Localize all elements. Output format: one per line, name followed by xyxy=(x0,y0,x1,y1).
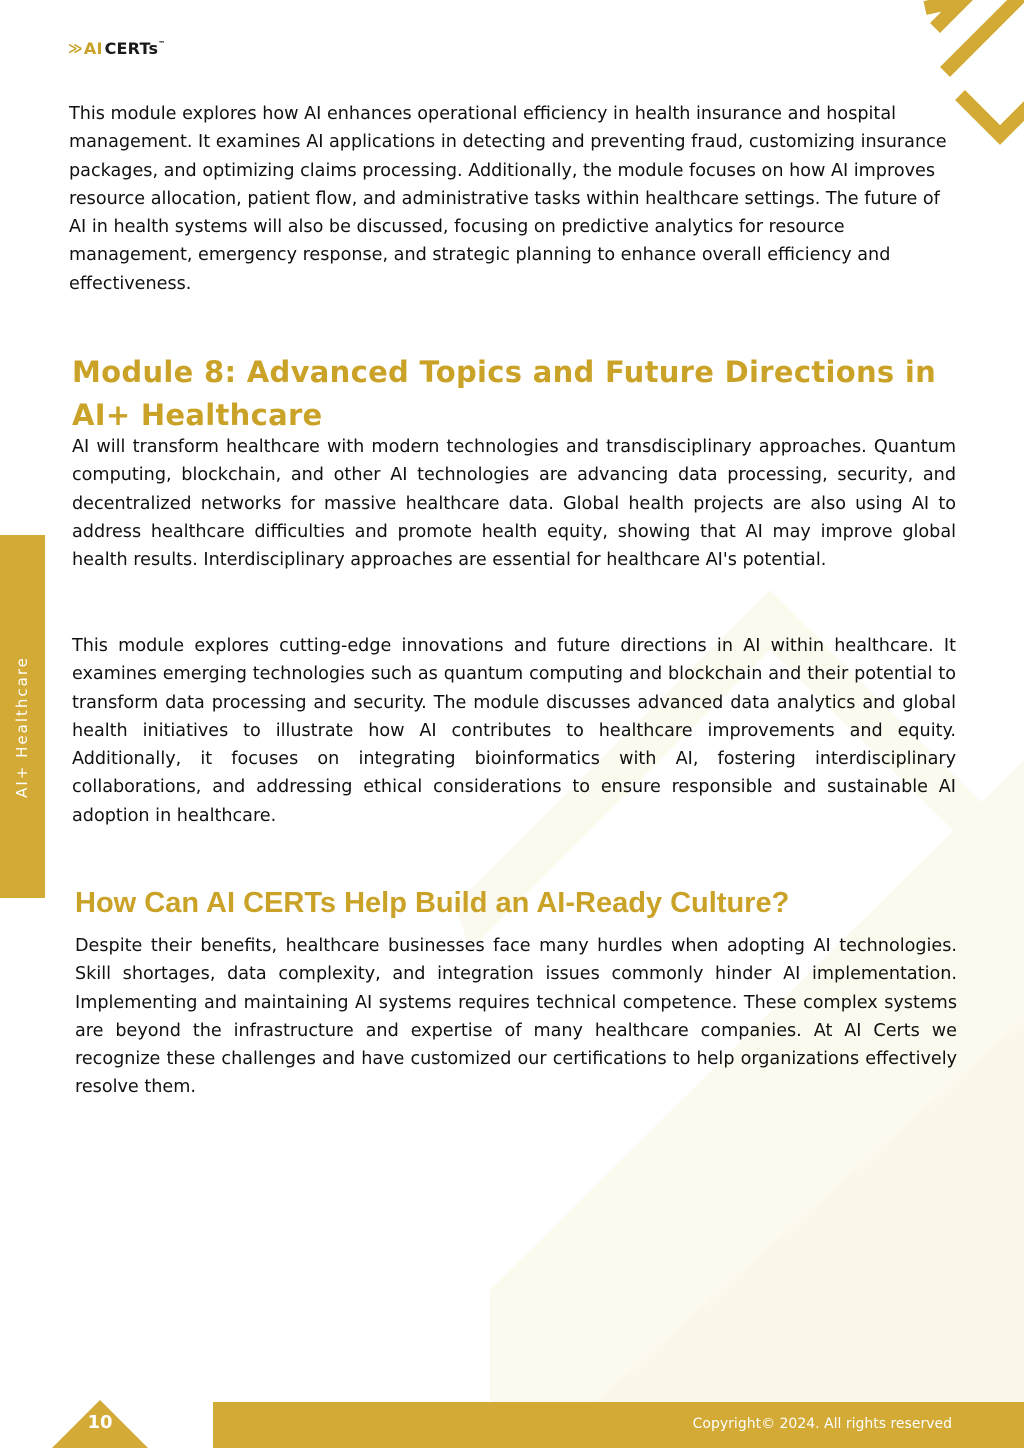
intro-paragraph: This module explores how AI enhances operational efficiency in health insurance and hospital management. It examines AI applications in detecting and preventing fraud, customizing insurance packages, and optimizing claims processing. Additionally, the module focuses on how AI improves resource allocation, patient flow, and administrative tasks within healthcare settings. The future of AI in health systems will also be discussed, focusing on predictive analytics for resource management, emergency response, and strategic planning to enhance overall efficiency and effectiveness. xyxy=(69,104,947,294)
logo-arrow-icon: ≫ xyxy=(68,40,83,57)
aicerts-logo xyxy=(68,39,165,58)
module-8-paragraph-1: AI will transform healthcare with modern technologies and transdisciplinary approaches. Quantum computing, blockchain, and other AI technologies are advancing data processing, security, and decentralized networks for massive healthcare data. Global health projects are also using AI to address healthcare difficulties and promote health equity, showing that AI may improve global health results. Interdisciplinary approaches are essential for healthcare AI's potential. xyxy=(72,437,956,571)
module-8-heading: Module 8: Advanced Topics and Future Directions in AI+ Healthcare xyxy=(72,355,937,432)
copyright-text: Copyright© 2024. All rights reserved xyxy=(692,1416,952,1432)
side-tab-label: AI+ Healthcare xyxy=(13,656,31,798)
ai-ready-culture-heading: How Can AI CERTs Help Build an AI-Ready Culture? xyxy=(75,887,790,919)
module-8-paragraph-2: This module explores cutting-edge innovations and future directions in AI within healthcare. It examines emerging technologies such as quantum computing and blockchain and their potential to transform data processing and security. The module discusses advanced data analytics and global health initiatives to illustrate how AI contributes to healthcare improvements and equity. Additionally, it focuses on integrating bioinformatics with AI, fostering interdisciplinary collaborations, and addressing ethical considerations to ensure responsible and sustainable AI adoption in healthcare. xyxy=(72,636,956,826)
logo-certs-text: CERTs xyxy=(104,39,159,58)
logo-ai-text: AI xyxy=(83,39,103,58)
page-number: 10 xyxy=(87,1412,113,1433)
logo-trademark: ™ xyxy=(158,39,166,48)
ai-ready-culture-paragraph: Despite their benefits, healthcare businesses face many hurdles when adopting AI technologies. Skill shortages, data complexity, and integration issues commonly hinder AI implementation. Implementing and maintaining AI systems requires technical competence. These complex systems are beyond the infrastructure and expertise of many healthcare companies. At AI Certs we recognize these challenges and have customized our certifications to help organizations effectively resolve them. xyxy=(75,936,957,1098)
